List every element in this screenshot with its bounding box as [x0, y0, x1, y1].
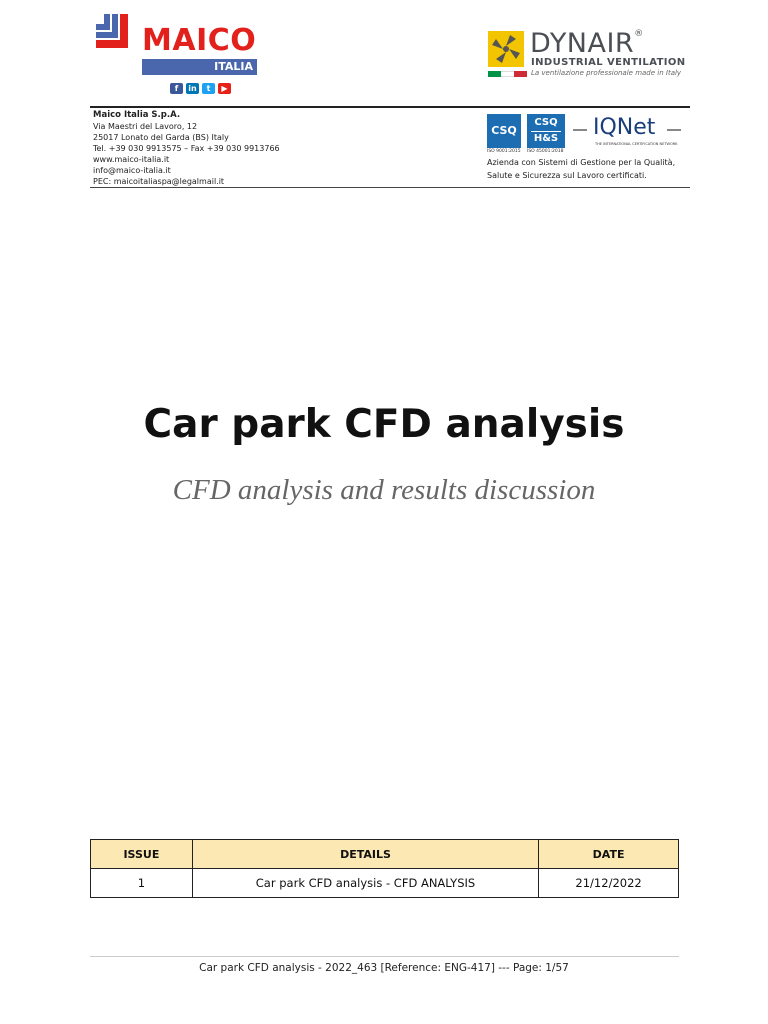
company-website[interactable]: www.maico-italia.it — [93, 155, 170, 164]
column-header-issue: ISSUE — [91, 840, 193, 869]
maico-logo — [92, 8, 262, 98]
certification-text: Azienda con Sistemi di Gestione per la Qualità, Salute e Sicurezza sul Lavoro certificati. — [487, 158, 676, 180]
column-header-details: DETAILS — [192, 840, 538, 869]
issue-number: 1 — [91, 869, 193, 898]
issue-details: Car park CFD analysis - CFD ANALYSIS — [192, 869, 538, 898]
maico-mark-icon — [92, 10, 136, 56]
document-title: Car park CFD analysis — [143, 402, 625, 447]
issue-table — [90, 839, 679, 898]
dynair-fan-icon — [488, 31, 524, 67]
company-email[interactable]: info@maico-italia.it — [93, 166, 171, 175]
issue-date: 21/12/2022 — [539, 869, 679, 898]
company-phone: Tel. +39 030 9913575 – Fax +39 030 9913766 — [93, 144, 280, 153]
csq-hs-logo: CSQ H&S — [527, 114, 565, 148]
maico-sub: ITALIA — [142, 59, 257, 75]
facebook-icon[interactable]: f — [170, 83, 183, 94]
iqnet-logo: IQNet THE INTERNATIONAL CERTIFICATION NETWORK — [573, 115, 683, 147]
header-bottom-divider — [90, 187, 690, 188]
dynair-sub: INDUSTRIAL VENTILATION — [531, 57, 686, 68]
iso-45001-label: ISO 45001:2018 — [527, 149, 564, 154]
dynair-logo — [485, 28, 690, 80]
maico-brand: MAICO — [142, 23, 257, 58]
company-city: 25017 Lonato del Garda (BS) Italy — [93, 133, 229, 142]
company-info — [93, 110, 280, 187]
table-header-row — [91, 840, 679, 869]
dynair-brand: DYNAIR® — [530, 28, 644, 59]
italy-flag-icon — [488, 71, 527, 77]
table-row — [91, 869, 679, 898]
footer-divider — [90, 956, 679, 957]
dynair-tagline: La ventilazione professionale made in Italy — [531, 69, 682, 77]
column-header-date: DATE — [539, 840, 679, 869]
company-name: Maico Italia S.p.A. — [93, 110, 181, 120]
twitter-icon[interactable]: t — [202, 83, 215, 94]
document-subtitle: CFD analysis and results discussion — [172, 474, 596, 506]
youtube-icon[interactable]: ▶ — [218, 83, 231, 94]
social-links — [170, 83, 231, 94]
company-pec[interactable]: PEC: maicoitaliaspa@legalmail.it — [93, 177, 225, 186]
iso-9001-label: ISO 9001:2015 — [487, 149, 521, 154]
header-divider — [90, 106, 690, 108]
linkedin-icon[interactable]: in — [186, 83, 199, 94]
company-address: Via Maestri del Lavoro, 12 — [93, 122, 198, 131]
page-footer: Car park CFD analysis - 2022_463 [Reference: ENG-417] --- Page: 1/57 — [199, 962, 569, 974]
csq-logo: CSQ — [487, 114, 521, 148]
certifications — [487, 113, 687, 185]
